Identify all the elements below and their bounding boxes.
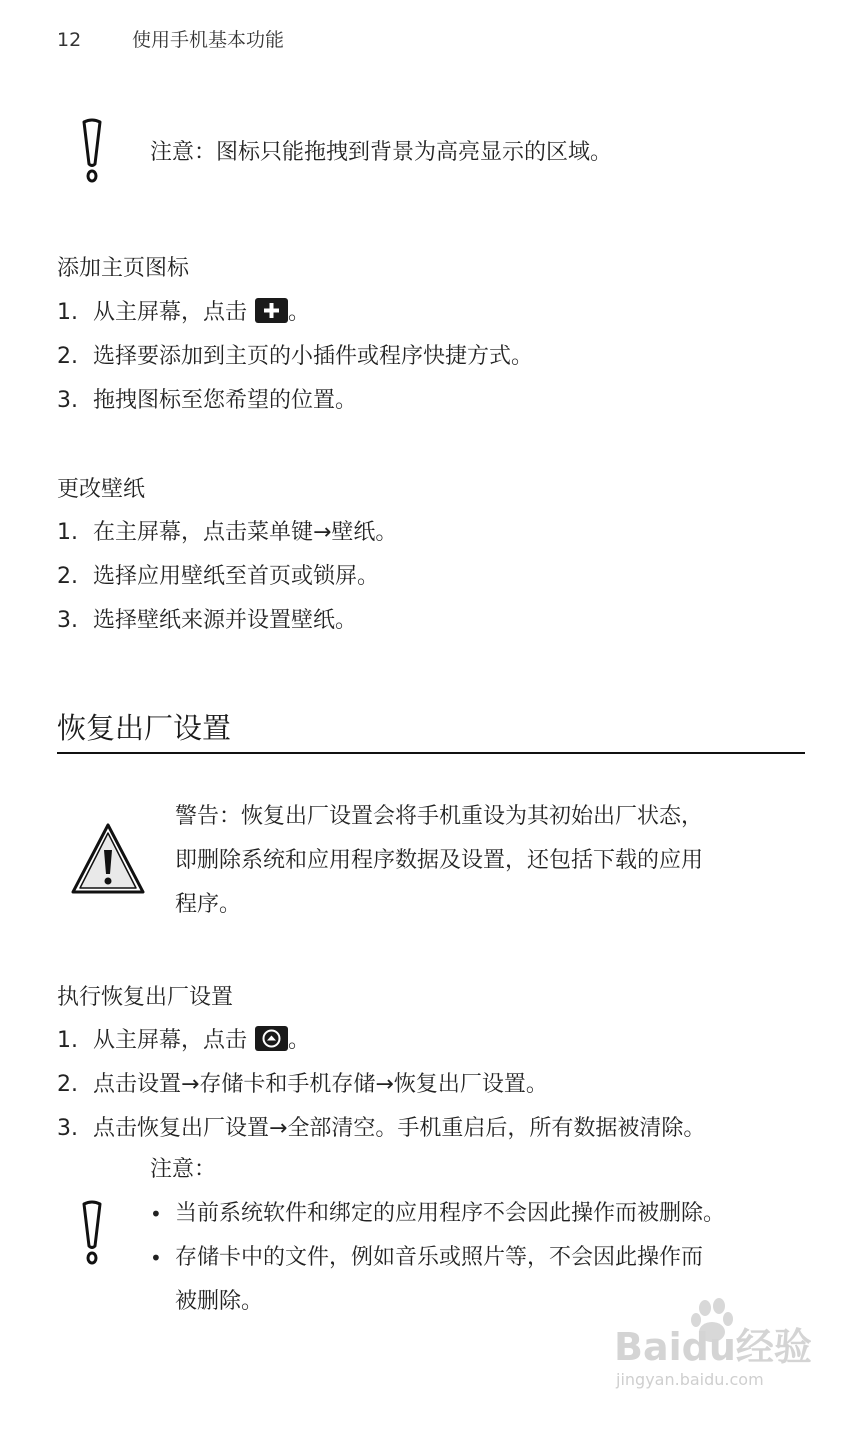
note-label: 注意：	[150, 1157, 217, 1182]
step-text: 选择要添加到主页的小插件或程序快捷方式。	[93, 344, 534, 369]
note-top-text: 注意：图标只能拖拽到背景为高亮显示的区域。	[150, 140, 613, 165]
step-text: 点击恢复出厂设置→全部清空。手机重启后，所有数据被清除。	[93, 1116, 706, 1141]
watermark-brand: Baidu经验	[614, 1325, 812, 1369]
step-text: 选择壁纸来源并设置壁纸。	[93, 608, 358, 633]
step-suffix: 。	[288, 1028, 311, 1053]
step-text: 从主屏幕，点击	[93, 300, 248, 325]
list-item	[57, 298, 310, 328]
step-number: 2.	[57, 344, 78, 369]
step-text: 从主屏幕，点击	[93, 1028, 248, 1053]
list-item	[57, 1026, 310, 1056]
note-bullet: 存储卡中的文件，例如音乐或照片等，不会因此操作而	[175, 1245, 704, 1270]
step-suffix: 。	[288, 300, 311, 325]
step-text: 点击设置→存储卡和手机存储→恢复出厂设置。	[93, 1072, 548, 1097]
list-item	[57, 342, 533, 372]
up-arrow-circle-icon	[255, 1026, 288, 1051]
page-number: 12	[57, 29, 82, 51]
step-number: 1.	[57, 300, 78, 325]
bullet-marker: •	[150, 1246, 162, 1270]
section-heading-wallpaper: 更改壁纸	[57, 477, 146, 502]
list-item	[57, 386, 357, 416]
section-heading-procedure: 执行恢复出厂设置	[57, 985, 234, 1010]
watermark-url: jingyan.baidu.com	[616, 1370, 764, 1389]
list-item	[57, 1114, 705, 1144]
step-text: 拖拽图标至您希望的位置。	[93, 388, 358, 413]
step-number: 1.	[57, 520, 78, 545]
list-item	[57, 606, 357, 636]
note-bullet: 被删除。	[175, 1289, 264, 1314]
exclamation-icon	[80, 118, 104, 184]
list-item	[57, 1070, 548, 1100]
step-number: 3.	[57, 608, 78, 633]
step-number: 1.	[57, 1028, 78, 1053]
plus-icon	[255, 298, 288, 323]
exclamation-icon	[80, 1200, 104, 1266]
warning-line: 即删除系统和应用程序数据及设置，还包括下载的应用	[175, 848, 704, 873]
note-bullet: 当前系统软件和绑定的应用程序不会因此操作而被删除。	[175, 1201, 726, 1226]
step-text: 选择应用壁纸至首页或锁屏。	[93, 564, 380, 589]
bullet-marker: •	[150, 1202, 162, 1226]
list-item	[57, 518, 397, 548]
warning-line: 警告：恢复出厂设置会将手机重设为其初始出厂状态，	[175, 804, 704, 829]
chapter-title: 使用手机基本功能	[132, 29, 285, 51]
step-text: 在主屏幕，点击菜单键→壁纸。	[93, 520, 398, 545]
section-title-factory-reset: 恢复出厂设置	[57, 711, 232, 745]
section-divider	[57, 752, 805, 754]
baidu-watermark	[612, 1298, 812, 1398]
warning-line: 程序。	[175, 892, 242, 917]
list-item	[57, 562, 379, 592]
step-number: 3.	[57, 388, 78, 413]
warning-triangle-icon	[70, 822, 146, 896]
step-number: 3.	[57, 1116, 78, 1141]
step-number: 2.	[57, 1072, 78, 1097]
section-heading-add-icon: 添加主页图标	[57, 256, 190, 281]
step-number: 2.	[57, 564, 78, 589]
